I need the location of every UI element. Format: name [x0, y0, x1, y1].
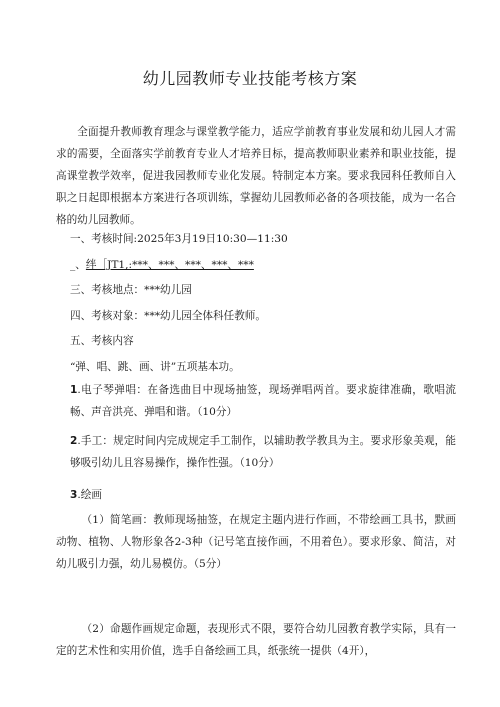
- document-title: 幼儿园教师专业技能考核方案: [142, 69, 358, 88]
- intro-paragraph: 全面提升教师教育理念与课堂教学能力，适应学前教育事业发展和幼儿园人才需求的需要，全面落实学前教育专业人才培养目标，提高教师职业素养和职业技能，提高课堂教学效率，促进我园教师专业化发展。特制定本方案。要求我园科任教师自入职之日起即根据本方案进行各项训练，掌握幼儿园教师必备的各项技能，成为一名合格的幼儿园教师。: [56, 126, 456, 226]
- section-exam-staff-prefix: _、: [70, 259, 86, 271]
- section-exam-staff-text: 绊［JT1,:***、***、***、***、***: [85, 259, 254, 271]
- item-keyboard-number: 1: [70, 384, 78, 396]
- sub-item-sketch: （1）简笔画：教师现场抽签，在规定主题内进行作画，不带绘画工具书，默画动物、植物、人物形象各2-3种（记号笔直接作画，不用着色）。要求形象、简洁，对幼儿吸引力强，幼儿易模仿。（5分）: [56, 514, 456, 570]
- item-drawing-number: 3: [70, 489, 78, 501]
- section-exam-content: 五、考核内容: [70, 335, 134, 347]
- sub-item-theme-drawing: （2）命题作画规定命题，表现形式不限，要符合幼儿园教育教学实际，具有一定的艺术性和实用价值，选手自备绘画工具，纸张统一提供（4开），: [56, 623, 456, 657]
- section-exam-staff: [56, 258, 470, 272]
- item-drawing: [56, 488, 470, 502]
- section-exam-time: 一、考核时间:2025年3月19日10:30—11:30: [70, 233, 288, 245]
- section-exam-location: 三、考核地点：***幼儿园: [70, 284, 192, 296]
- item-keyboard: [56, 379, 456, 423]
- item-handcraft: [56, 430, 456, 474]
- item-drawing-text: .绘画: [77, 489, 102, 501]
- section-exam-target: 四、考核对象：***幼儿园全体科任教师。: [70, 310, 266, 322]
- basic-skills-line: “弹、唱、跳、画、讲”五项基本功。: [70, 361, 240, 373]
- item-handcraft-text: .手工：规定时间内完成规定手工制作，以辅助教学教具为主。要求形象美观，能够吸引幼儿且容易操作，操作性强。（10分）: [70, 435, 456, 469]
- item-handcraft-number: 2: [70, 435, 78, 447]
- item-keyboard-text: .电子琴弹唱：在备选曲目中现场抽签，现场弹唱两首。要求旋律准确，歌唱流畅、声音洪亮、弹唱和谐。（10分）: [70, 384, 456, 418]
